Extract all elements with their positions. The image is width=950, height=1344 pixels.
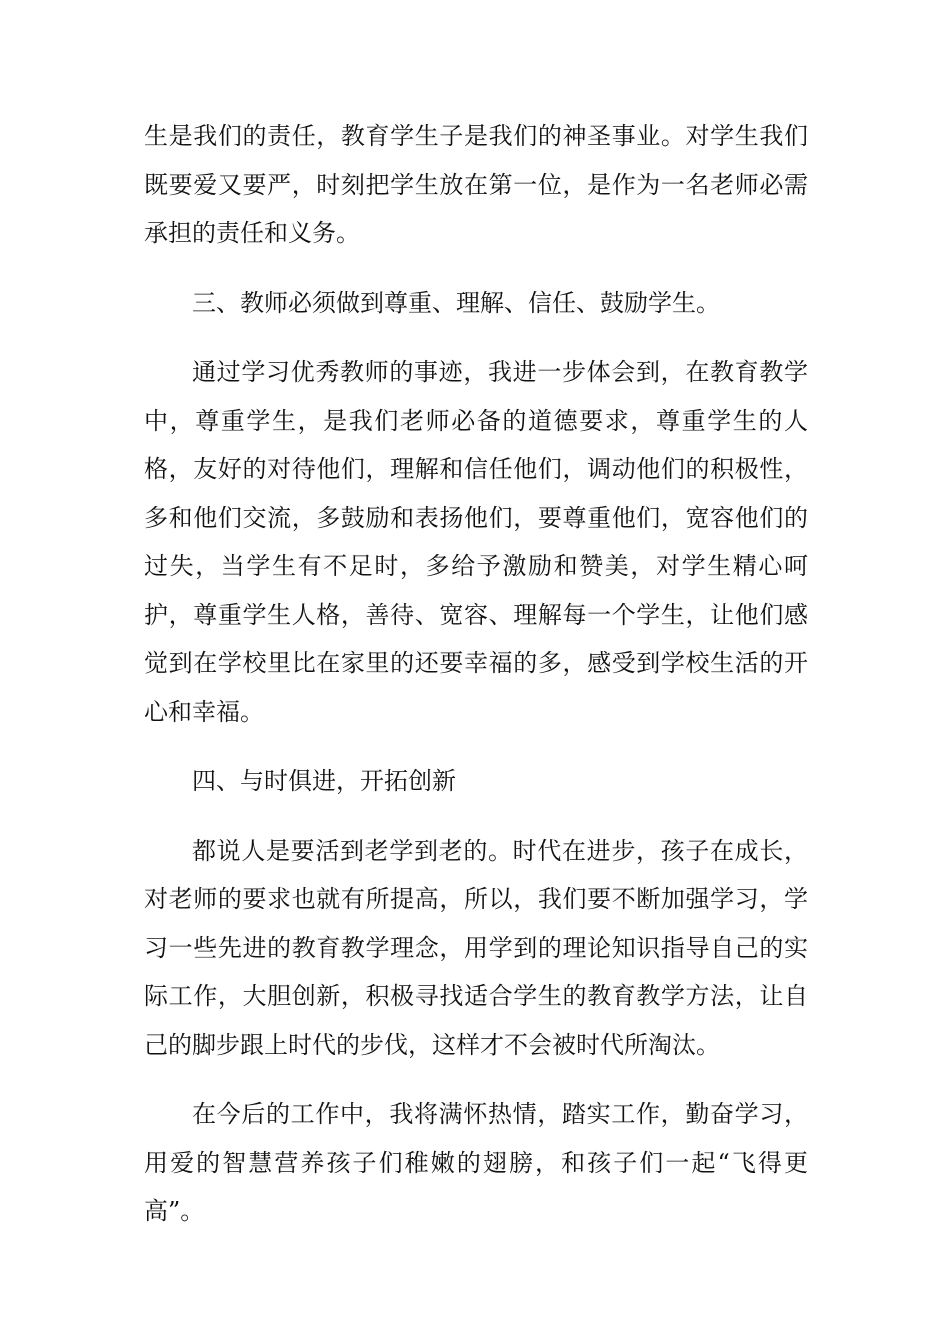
paragraph-conclusion: 在今后的工作中，我将满怀热情，踏实工作，勤奋学习，用爱的智慧营养孩子们稚嫩的翅膀，和孩子们一起“飞得更高”。: [144, 1100, 808, 1225]
document-body: [144, 112, 808, 1257]
paragraph-innovation: 都说人是要活到老学到老的。时代在进步，孩子在成长，对老师的要求也就有所提高，所以，我们要不断加强学习，学习一些先进的教育教学理念，用学到的理论知识指导自己的实际工作，大胆创新，积极寻找适合学生的教育教学方法，让自己的脚步跟上时代的步伐，这样才不会被时代所淘汰。: [144, 836, 808, 1059]
section-heading-innovation: 四、与时俱进，开拓创新: [192, 767, 456, 795]
paragraph-respect: 通过学习优秀教师的事迹，我进一步体会到，在教育教学中，尊重学生，是我们老师必备的道德要求，尊重学生的人格，友好的对待他们，理解和信任他们，调动他们的积极性，多和他们交流，多鼓励和表扬他们，要尊重他们，宽容他们的过失，当学生有不足时，多给予激励和赞美，对学生精心呵护，尊重学生人格，善待、宽容、理解每一个学生，让他们感觉到在学校里比在家里的还要幸福的多，感受到学校生活的开心和幸福。: [144, 358, 808, 726]
section-heading-respect: 三、教师必须做到尊重、理解、信任、鼓励学生。: [192, 288, 720, 317]
paragraph-continuation: 生是我们的责任，教育学生子是我们的神圣事业。对学生我们既要爱又要严，时刻把学生放在第一位，是作为一名老师必需承担的责任和义务。: [144, 122, 808, 247]
